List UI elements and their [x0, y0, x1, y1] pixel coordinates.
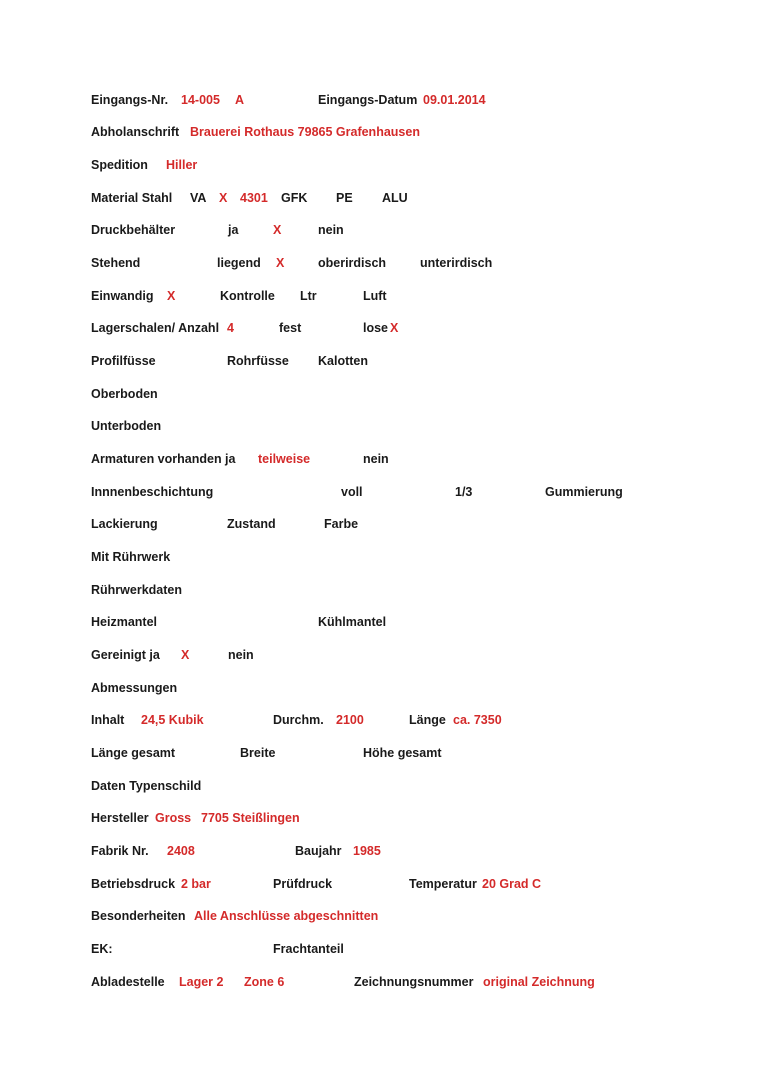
lackierung-label: Lackierung [91, 517, 158, 531]
zeichnungsnummer-label: Zeichnungsnummer [354, 975, 474, 989]
zeichnungsnummer-value: original Zeichnung [483, 975, 595, 989]
betriebsdruck-value: 2 bar [181, 877, 211, 891]
einwandig-mark: X [167, 289, 176, 303]
row-ruehrwerkdaten [0, 582, 764, 598]
unterirdisch-label: unterirdisch [420, 256, 493, 270]
row-unterboden [0, 418, 764, 434]
material-mark: X [219, 191, 228, 205]
material-gfk: GFK [281, 191, 308, 205]
liegend-label: liegend [217, 256, 261, 270]
eingangs-nr-label: Eingangs-Nr. [91, 93, 169, 107]
row-abmessungen [0, 680, 764, 696]
inhalt-label: Inhalt [91, 713, 125, 727]
armaturen-label: Armaturen vorhanden ja [91, 452, 236, 466]
einwandig-label: Einwandig [91, 289, 154, 303]
row-aufstellung [0, 255, 764, 271]
laenge-value: ca. 7350 [453, 713, 502, 727]
farbe-label: Farbe [324, 517, 359, 531]
row-abladestelle [0, 974, 764, 990]
row-inhalt [0, 712, 764, 728]
abladestelle-lager: Lager 2 [179, 975, 224, 989]
row-gesamtmasse [0, 745, 764, 761]
row-fuesse [0, 353, 764, 369]
oberboden-label: Oberboden [91, 387, 158, 401]
besonderheiten-label: Besonderheiten [91, 909, 186, 923]
zustand-label: Zustand [227, 517, 276, 531]
ltr-label: Ltr [300, 289, 317, 303]
hersteller-ort: 7705 Steißlingen [201, 811, 300, 825]
row-druck [0, 876, 764, 892]
row-druckbehaelter [0, 222, 764, 238]
material-label: Material Stahl [91, 191, 173, 205]
unterboden-label: Unterboden [91, 419, 162, 433]
ek-label: EK: [91, 942, 113, 956]
spedition-value: Hiller [166, 158, 198, 172]
innenbeschichtung-gummierung: Gummierung [545, 485, 623, 499]
lagerschalen-label: Lagerschalen/ Anzahl [91, 321, 220, 335]
abladestelle-label: Abladestelle [91, 975, 165, 989]
baujahr-label: Baujahr [295, 844, 342, 858]
armaturen-nein: nein [363, 452, 389, 466]
abmessungen-label: Abmessungen [91, 681, 178, 695]
druckbehaelter-nein: nein [318, 223, 344, 237]
inhalt-value: 24,5 Kubik [141, 713, 204, 727]
eingangs-nr-suffix: A [235, 93, 245, 107]
abholanschrift-label: Abholanschrift [91, 125, 180, 139]
eingangs-datum-label: Eingangs-Datum [318, 93, 418, 107]
liegend-mark: X [276, 256, 285, 270]
material-number: 4301 [240, 191, 268, 205]
fest-label: fest [279, 321, 302, 335]
laenge-gesamt-label: Länge gesamt [91, 746, 176, 760]
row-typenschild [0, 778, 764, 794]
material-alu: ALU [382, 191, 408, 205]
gereinigt-label: Gereinigt ja [91, 648, 160, 662]
breite-label: Breite [240, 746, 276, 760]
druckbehaelter-ja: ja [228, 223, 239, 237]
oberirdisch-label: oberirdisch [318, 256, 387, 270]
material-pe: PE [336, 191, 353, 205]
row-spedition [0, 157, 764, 173]
row-lackierung [0, 516, 764, 532]
innenbeschichtung-drittel: 1/3 [455, 485, 473, 499]
row-mantel [0, 614, 764, 630]
frachtanteil-label: Frachtanteil [273, 942, 344, 956]
row-ek [0, 941, 764, 957]
armaturen-value: teilweise [258, 452, 311, 466]
kontrolle-label: Kontrolle [220, 289, 275, 303]
temperatur-value: 20 Grad C [482, 877, 542, 891]
fabrik-nr-value: 2408 [167, 844, 195, 858]
pruefdruck-label: Prüfdruck [273, 877, 333, 891]
abholanschrift-value: Brauerei Rothaus 79865 Grafenhausen [190, 125, 420, 139]
row-gereinigt [0, 647, 764, 663]
spedition-label: Spedition [91, 158, 148, 172]
durchm-label: Durchm. [273, 713, 324, 727]
kuehlmantel-label: Kühlmantel [318, 615, 387, 629]
baujahr-value: 1985 [353, 844, 381, 858]
row-fabrik [0, 843, 764, 859]
row-abholanschrift [0, 124, 764, 140]
druckbehaelter-mark: X [273, 223, 282, 237]
profilfuesse-label: Profilfüsse [91, 354, 156, 368]
row-lagerschalen [0, 320, 764, 336]
lose-mark: X [390, 321, 399, 335]
ruehrwerk-label: Mit Rührwerk [91, 550, 171, 564]
ruehrwerkdaten-label: Rührwerkdaten [91, 583, 182, 597]
eingangs-datum-value: 09.01.2014 [423, 93, 486, 107]
fabrik-nr-label: Fabrik Nr. [91, 844, 149, 858]
laenge-label: Länge [409, 713, 446, 727]
luft-label: Luft [363, 289, 387, 303]
row-besonderheiten [0, 908, 764, 924]
gereinigt-mark: X [181, 648, 190, 662]
row-einwandig [0, 288, 764, 304]
betriebsdruck-label: Betriebsdruck [91, 877, 176, 891]
row-armaturen [0, 451, 764, 467]
durchm-value: 2100 [336, 713, 364, 727]
temperatur-label: Temperatur [409, 877, 477, 891]
hersteller-label: Hersteller [91, 811, 149, 825]
typenschild-label: Daten Typenschild [91, 779, 202, 793]
heizmantel-label: Heizmantel [91, 615, 157, 629]
hersteller-value: Gross [155, 811, 192, 825]
rohrfuesse-label: Rohrfüsse [227, 354, 289, 368]
row-eingang [0, 92, 764, 108]
lagerschalen-anzahl: 4 [227, 321, 234, 335]
kalotten-label: Kalotten [318, 354, 368, 368]
row-innenbeschichtung [0, 484, 764, 500]
gereinigt-nein: nein [228, 648, 254, 662]
row-hersteller [0, 810, 764, 826]
innenbeschichtung-voll: voll [341, 485, 363, 499]
row-oberboden [0, 386, 764, 402]
eingangs-nr-value: 14-005 [181, 93, 220, 107]
stehend-label: Stehend [91, 256, 141, 270]
lose-label: lose [363, 321, 389, 335]
hoehe-gesamt-label: Höhe gesamt [363, 746, 442, 760]
druckbehaelter-label: Druckbehälter [91, 223, 176, 237]
row-material [0, 190, 764, 206]
innenbeschichtung-label: Innnenbeschichtung [91, 485, 214, 499]
row-ruehrwerk [0, 549, 764, 565]
material-va: VA [190, 191, 207, 205]
besonderheiten-value: Alle Anschlüsse abgeschnitten [194, 909, 379, 923]
abladestelle-zone: Zone 6 [244, 975, 285, 989]
